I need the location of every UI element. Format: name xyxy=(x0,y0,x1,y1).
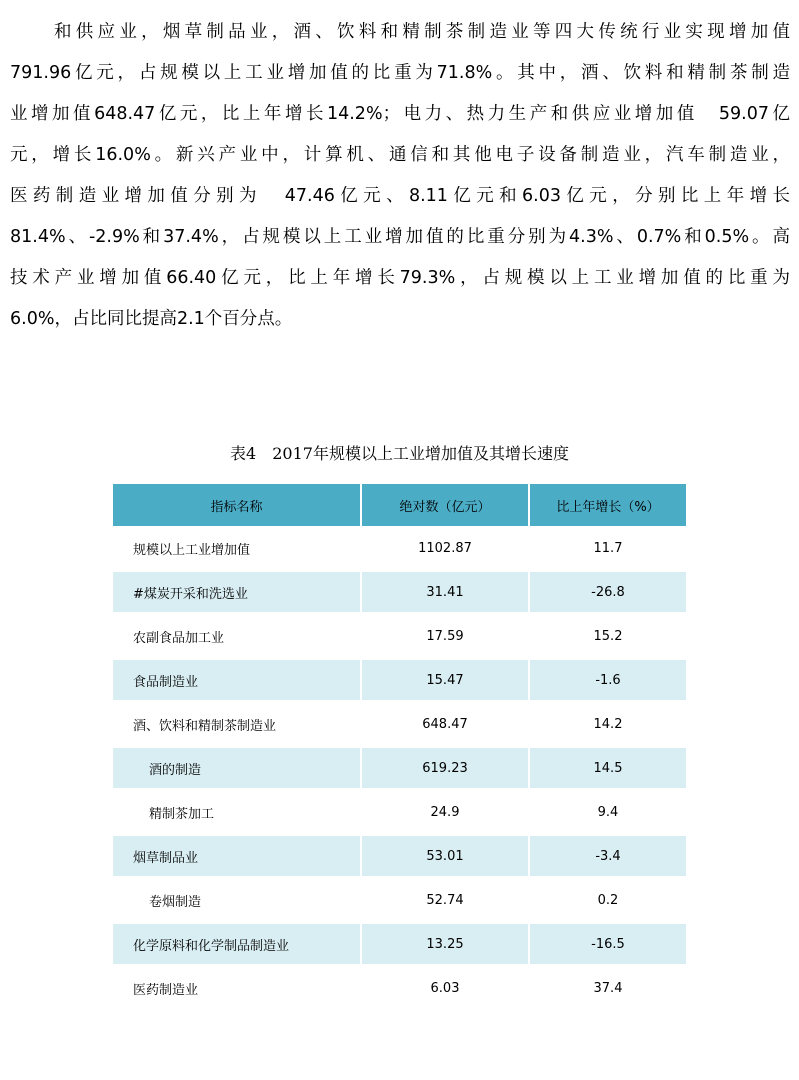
paragraph-line: 和供应业，烟草制品业，酒、饮料和精制茶制造业等四大传统行业实现增加值 xyxy=(54,22,790,42)
row-name: 食品制造业 xyxy=(113,658,361,702)
table-row xyxy=(113,658,686,702)
row-growth: 14.2 xyxy=(529,702,686,746)
row-value: 1102.87 xyxy=(361,527,529,570)
row-name: 卷烟制造 xyxy=(113,878,361,922)
row-growth: -3.4 xyxy=(529,834,686,878)
row-growth: 0.2 xyxy=(529,878,686,922)
header-absolute-value: 绝对数（亿元） xyxy=(361,484,529,527)
paragraph-line: 81.4%、-2.9%和37.4%，占规模以上工业增加值的比重分别为4.3%、0.7%和0.5%。高 xyxy=(10,227,790,247)
row-growth: 14.5 xyxy=(529,746,686,790)
row-value: 52.74 xyxy=(361,878,529,922)
paragraph-line: 业增加值648.47亿元，比上年增长14.2%；电力、热力生产和供应业增加值 59.07亿 xyxy=(10,104,790,124)
row-value: 619.23 xyxy=(361,746,529,790)
table-row xyxy=(113,702,686,746)
table-row xyxy=(113,614,686,658)
row-name: 医药制造业 xyxy=(113,966,361,1010)
table-row xyxy=(113,570,686,614)
paragraph-line: 6.0%，占比同比提高2.1个百分点。 xyxy=(10,309,293,329)
paragraph-line: 医药制造业增加值分别为 47.46亿元、8.11亿元和6.03亿元，分别比上年增长 xyxy=(10,186,790,206)
row-name: 农副食品加工业 xyxy=(113,614,361,658)
row-growth: 9.4 xyxy=(529,790,686,834)
table-title: 表4 2017年规模以上工业增加值及其增长速度 xyxy=(230,444,569,463)
row-name: 精制茶加工 xyxy=(113,790,361,834)
row-name: #煤炭开采和洗选业 xyxy=(113,570,361,614)
row-growth: 15.2 xyxy=(529,614,686,658)
row-growth: 37.4 xyxy=(529,966,686,1010)
row-growth: -26.8 xyxy=(529,570,686,614)
row-name: 酒、饮料和精制茶制造业 xyxy=(113,702,361,746)
row-growth: 11.7 xyxy=(529,527,686,570)
row-value: 17.59 xyxy=(361,614,529,658)
row-value: 24.9 xyxy=(361,790,529,834)
row-growth: -16.5 xyxy=(529,922,686,966)
row-value: 6.03 xyxy=(361,966,529,1010)
table-row xyxy=(113,966,686,1010)
row-value: 53.01 xyxy=(361,834,529,878)
paragraph-line: 元，增长16.0%。新兴产业中，计算机、通信和其他电子设备制造业，汽车制造业， xyxy=(10,145,790,165)
row-name: 化学原料和化学制品制造业 xyxy=(113,922,361,966)
row-name: 酒的制造 xyxy=(113,746,361,790)
paragraph-line: 791.96亿元，占规模以上工业增加值的比重为71.8%。其中，酒、饮料和精制茶制造 xyxy=(10,63,790,83)
table-row xyxy=(113,527,686,570)
table-header-row xyxy=(113,484,686,527)
row-name: 烟草制品业 xyxy=(113,834,361,878)
row-growth: -1.6 xyxy=(529,658,686,702)
paragraph-line: 技术产业增加值66.40亿元，比上年增长79.3%，占规模以上工业增加值的比重为 xyxy=(10,268,790,288)
row-value: 31.41 xyxy=(361,570,529,614)
header-indicator-name: 指标名称 xyxy=(113,484,361,527)
header-growth-rate: 比上年增长（%） xyxy=(529,484,686,527)
table-row xyxy=(113,922,686,966)
row-value: 13.25 xyxy=(361,922,529,966)
industry-value-added-table xyxy=(113,484,686,1012)
table-row xyxy=(113,746,686,790)
table-row xyxy=(113,790,686,834)
row-name: 规模以上工业增加值 xyxy=(113,527,361,570)
table-row xyxy=(113,834,686,878)
table-row xyxy=(113,878,686,922)
row-value: 15.47 xyxy=(361,658,529,702)
row-value: 648.47 xyxy=(361,702,529,746)
body-paragraph xyxy=(10,12,790,340)
